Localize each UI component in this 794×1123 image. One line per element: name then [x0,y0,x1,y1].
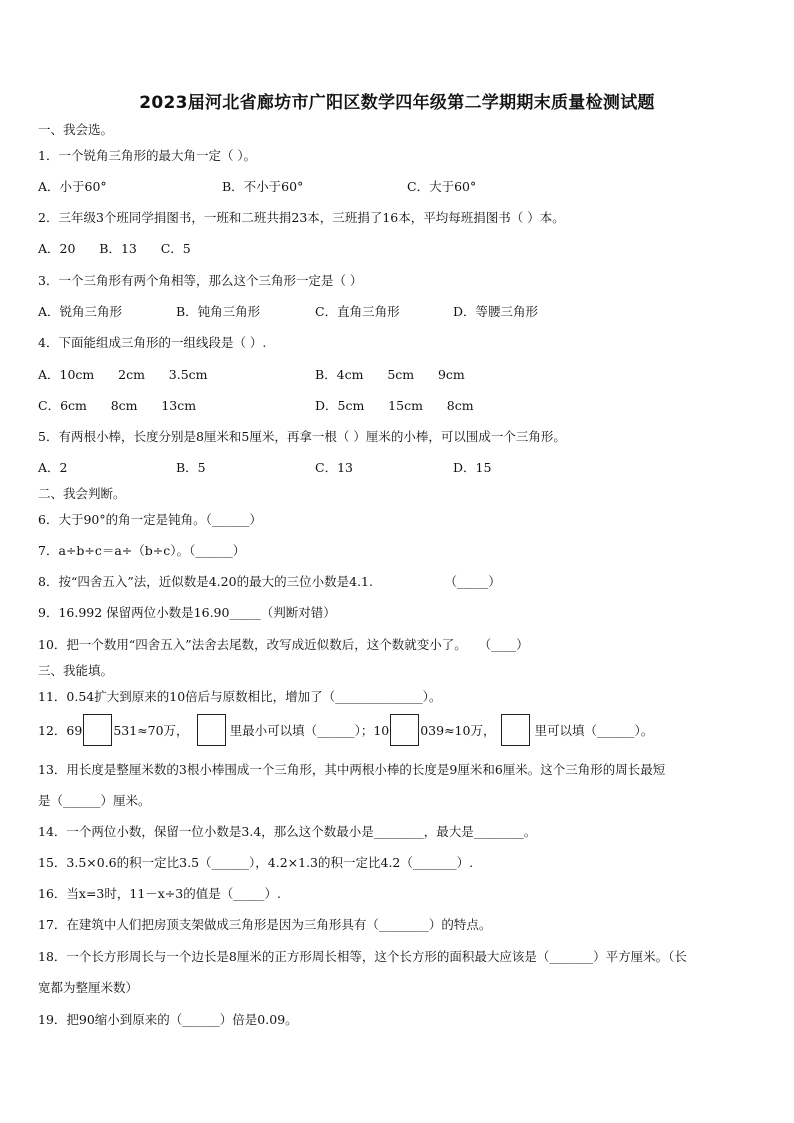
question-10: 10．把一个数用“四舍五入”法舍去尾数，改写成近似数后，这个数就变小了。 （____） [38,637,529,652]
q12-part-2: 531≈70万， [113,723,189,738]
section-heading-fill: 三、我能填。 [38,663,114,678]
q4-option-c: C．6cm 8cm 13cm [38,398,197,413]
q3-option-d: D．等腰三角形 [453,304,539,319]
question-17: 17．在建筑中人们把房顶支架做成三角形是因为三角形具有（________）的特点。 [38,917,492,932]
q12-blank-box-2[interactable] [197,714,226,746]
q2-options: A．20 B．13 C．5 [38,241,191,256]
q12-part-3: 里最小可以填（______）；10 [229,723,390,738]
q1-option-b: B．不小于60° [222,179,304,194]
q1-option-c: C．大于60° [407,179,477,194]
q4-option-d: D．5cm 15cm 8cm [315,398,474,413]
question-16: 16．当x=3时，11－x÷3的值是（_____）. [38,886,281,901]
question-15: 15．3.5×0.6的积一定比3.5（______），4.2×1.3的积一定比4.2（_______）. [38,855,474,870]
q5-option-b: B．5 [176,460,206,475]
q12-blank-box-3[interactable] [390,714,419,746]
question-12 [38,712,653,748]
q12-blank-box-1[interactable] [83,714,112,746]
q4-option-b: B．4cm 5cm 9cm [315,367,465,382]
question-7: 7．a÷b÷c＝a÷（b÷c）。（______） [38,543,246,558]
question-2: 2．三年级3个班同学捐图书，一班和二班共捐23本，三班捐了16本，平均每班捐图书（ ）本。 [38,210,565,225]
question-8: 8．按“四舍五入”法，近似数是4.20的最大的三位小数是4.1. （_____） [38,574,501,589]
q1-option-a: A．小于60° [38,179,107,194]
page-title: 2023届河北省廊坊市广阳区数学四年级第二学期期末质量检测试题 [139,93,655,113]
q12-part-1: 12．69 [38,723,83,738]
question-11: 11．0.54扩大到原来的10倍后与原数相比，增加了（______________）。 [38,689,442,704]
question-18-line-1: 18．一个长方形周长与一个边长是8厘米的正方形周长相等，这个长方形的面积最大应该是（_______）平方厘米。（长 [38,949,687,964]
section-heading-judge: 二、我会判断。 [38,486,126,501]
section-heading-choose: 一、我会选。 [38,122,114,137]
q3-option-c: C．直角三角形 [315,304,400,319]
q5-option-a: A．2 [38,460,68,475]
question-19: 19．把90缩小到原来的（______）倍是0.09。 [38,1012,298,1027]
q12-blank-box-4[interactable] [501,714,530,746]
question-1: 1．一个锐角三角形的最大角一定（ ）。 [38,148,257,163]
question-3: 3．一个三角形有两个角相等，那么这个三角形一定是（ ） [38,273,363,288]
question-6: 6．大于90°的角一定是钝角。（______） [38,512,262,527]
question-4: 4．下面能组成三角形的一组线段是（ ）. [38,335,267,350]
q3-option-a: A．锐角三角形 [38,304,123,319]
q12-part-5: 里可以填（______）。 [534,723,654,738]
q5-option-d: D．15 [453,460,492,475]
question-13-line-1: 13．用长度是整厘米数的3根小棒围成一个三角形，其中两根小棒的长度是9厘米和6厘米。这个三角形的周长最短 [38,762,666,777]
q5-option-c: C．13 [315,460,353,475]
q4-option-a: A．10cm 2cm 3.5cm [38,367,208,382]
question-13-line-2: 是（______）厘米。 [38,793,151,808]
question-9: 9．16.992 保留两位小数是16.90_____（判断对错） [38,605,336,620]
q3-option-b: B．钝角三角形 [176,304,261,319]
question-18-line-2: 宽都为整厘米数） [38,980,139,995]
q12-part-4: 039≈10万， [420,723,496,738]
question-14: 14．一个两位小数，保留一位小数是3.4，那么这个数最小是________，最大是________。 [38,824,537,839]
question-5: 5．有两根小棒，长度分别是8厘米和5厘米，再拿一根（ ）厘米的小棒，可以围成一个三角形。 [38,429,566,444]
